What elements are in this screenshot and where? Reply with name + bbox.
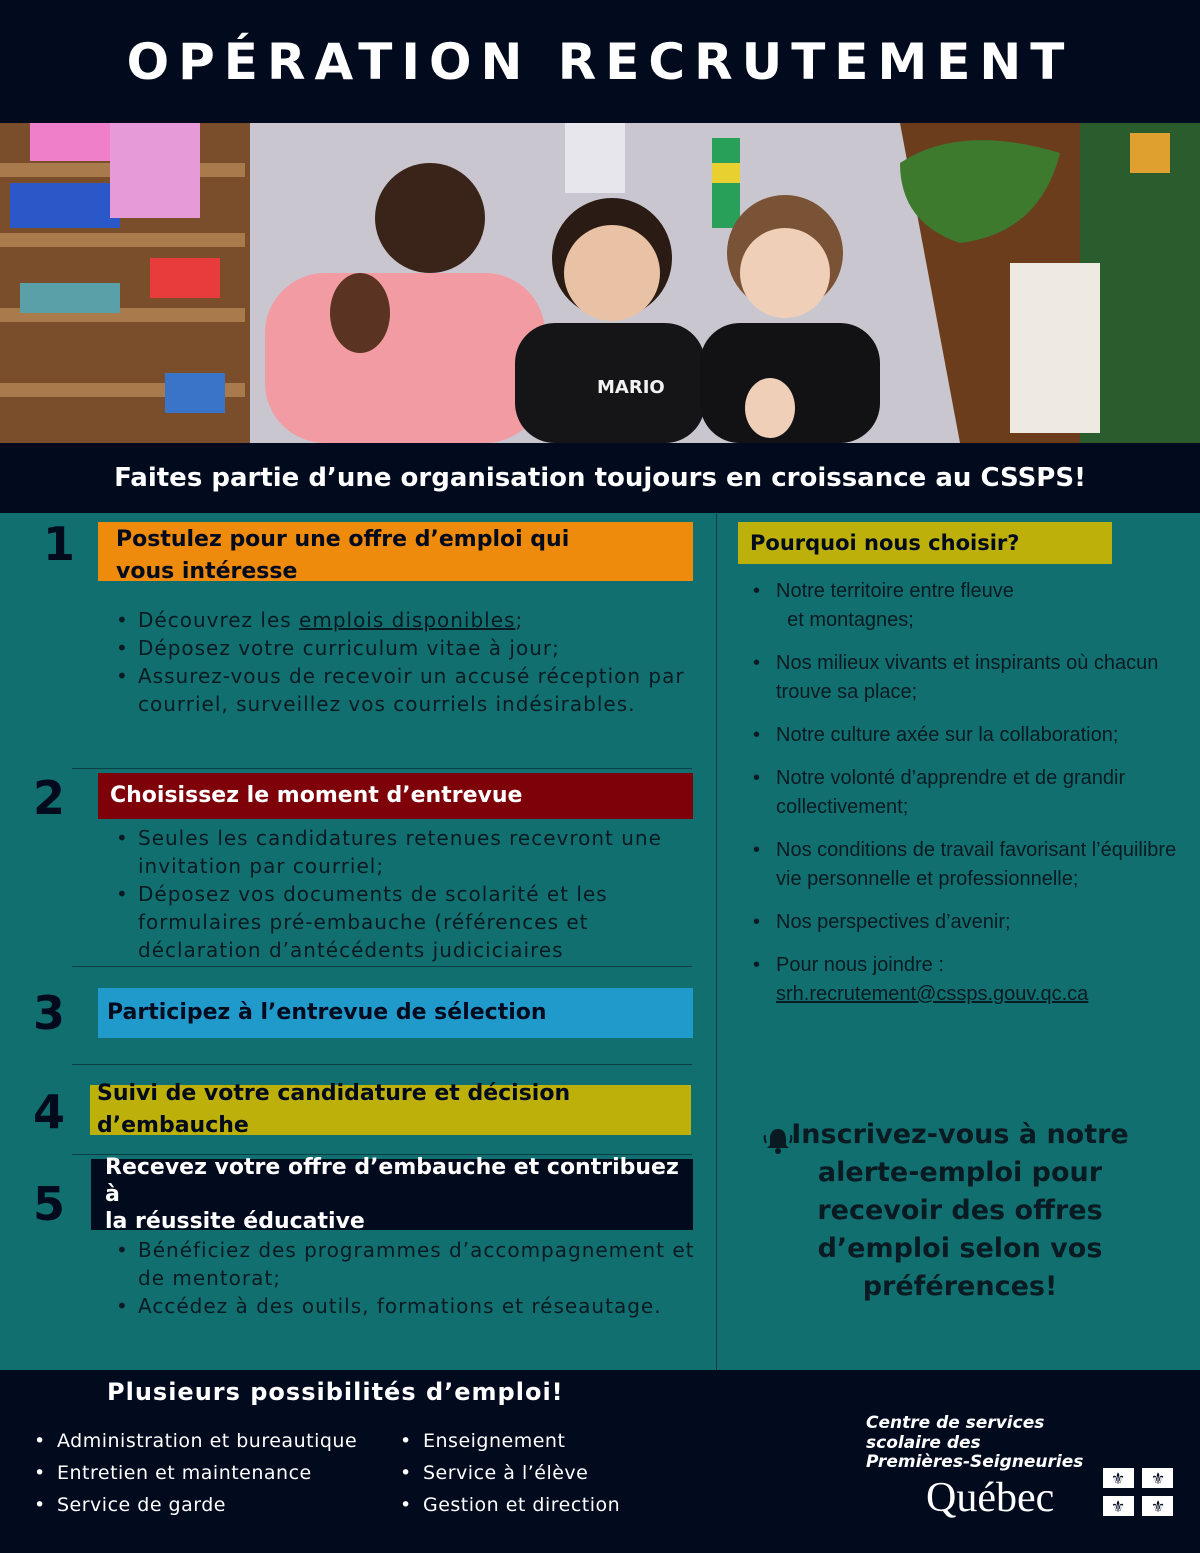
list-item: • Assurez-vous de recevoir un accusé réception par courriel, surveillez vos courriels indésirables.	[110, 662, 700, 718]
list-item: • Déposez vos documents de scolarité et les formulaires pré-embauche (références et déclaration d’antécédents judiciciaires	[110, 880, 700, 964]
list-item: • Enseignement	[398, 1425, 620, 1457]
step-4-number: 4	[33, 1085, 66, 1139]
divider	[72, 966, 692, 967]
list-item: • Notre volonté d’apprendre et de grandir collectivement;	[748, 764, 1188, 822]
header-banner	[0, 0, 1200, 123]
list-item: • Nos milieux vivants et inspirants où chacun trouve sa place;	[748, 649, 1188, 707]
svg-text:⚜: ⚜	[1150, 1497, 1166, 1516]
footer	[0, 1370, 1200, 1553]
list-item: • Entretien et maintenance	[32, 1457, 357, 1489]
step-1-title	[98, 522, 693, 584]
list-item: • Service de garde	[32, 1489, 357, 1521]
jobs-list-col1	[32, 1425, 357, 1521]
list-item: • Bénéficiez des programmes d’accompagnement et de mentorat;	[110, 1236, 700, 1292]
job-alert-callout[interactable]: Inscrivez-vous à notre alerte-emploi pour recevoir des offres d’emploi selon vos préférences!	[791, 1119, 1129, 1302]
list-item: • Découvrez les emplois disponibles;	[110, 606, 700, 634]
shirt-text: MARIO	[597, 377, 665, 398]
divider	[72, 1064, 692, 1065]
step-1-number: 1	[43, 517, 76, 571]
step-1-title-line1: Postulez pour une offre d’emploi qui	[116, 527, 570, 552]
divider	[72, 768, 692, 769]
footer-title: Plusieurs possibilités d’emploi!	[107, 1378, 564, 1406]
list-item: • Nos perspectives d’avenir;	[748, 908, 1188, 937]
subtitle-text: Faites partie d’une organisation toujours en croissance au CSSPS!	[114, 463, 1086, 493]
step-5-title-line2: la réussite éducative	[105, 1209, 365, 1234]
list-item: • Déposez votre curriculum vitae à jour;	[110, 634, 700, 662]
list-item: • Pour nous joindre : srh.recrutement@cssps.gouv.qc.ca	[748, 951, 1188, 1009]
jobs-list-col2	[398, 1425, 620, 1521]
list-item: • Accédez à des outils, formations et réseautage.	[110, 1292, 700, 1320]
list-item: • Administration et bureautique	[32, 1425, 357, 1457]
svg-text:⚜: ⚜	[1110, 1469, 1126, 1488]
why-list	[748, 577, 1188, 1009]
list-item: • Nos conditions de travail favorisant l’équilibre vie personnelle et professionnelle;	[748, 836, 1188, 894]
step-1-title-line2: vous intéresse	[116, 559, 298, 584]
children-photo	[0, 123, 1200, 443]
step-5-list	[110, 1236, 700, 1320]
organization-name: Centre de services scolaire des Premières-Seigneuries	[866, 1413, 1084, 1472]
quebec-flag-logo	[1103, 1468, 1173, 1516]
page-title: OPÉRATION RECRUTEMENT	[126, 32, 1074, 91]
jobs-available-link[interactable]: emplois disponibles	[299, 608, 516, 632]
column-divider	[716, 513, 717, 1370]
subtitle-bar	[0, 443, 1200, 513]
step-2-title: Choisissez le moment d’entrevue	[98, 773, 693, 819]
quebec-wordmark: Québec	[926, 1475, 1055, 1521]
main-content	[0, 513, 1200, 1370]
list-item: • Notre territoire entre fleuve et montagnes;	[748, 577, 1188, 635]
recruitment-email-link[interactable]: srh.recrutement@cssps.gouv.qc.ca	[776, 983, 1089, 1005]
svg-text:⚜: ⚜	[1110, 1497, 1126, 1516]
step-2-number: 2	[33, 771, 66, 825]
list-item: • Seules les candidatures retenues recevront une invitation par courriel;	[110, 824, 700, 880]
step-1-list	[110, 606, 700, 718]
list-item: • Notre culture axée sur la collaboration;	[748, 721, 1188, 750]
why-title: Pourquoi nous choisir?	[738, 522, 1112, 564]
step-2-list	[110, 824, 700, 964]
step-4-title: Suivi de votre candidature et décision d’embauche	[90, 1085, 691, 1135]
step-3-title: Participez à l’entrevue de sélection	[98, 988, 693, 1038]
list-item: • Gestion et direction	[398, 1489, 620, 1521]
svg-text:⚜: ⚜	[1150, 1469, 1166, 1488]
step-5-number: 5	[33, 1177, 66, 1231]
step-3-number: 3	[33, 986, 66, 1040]
list-item: • Service à l’élève	[398, 1457, 620, 1489]
step-5-title-line1: Recevez votre offre d’embauche et contribuez à	[105, 1155, 679, 1207]
step-5-title	[91, 1155, 693, 1234]
